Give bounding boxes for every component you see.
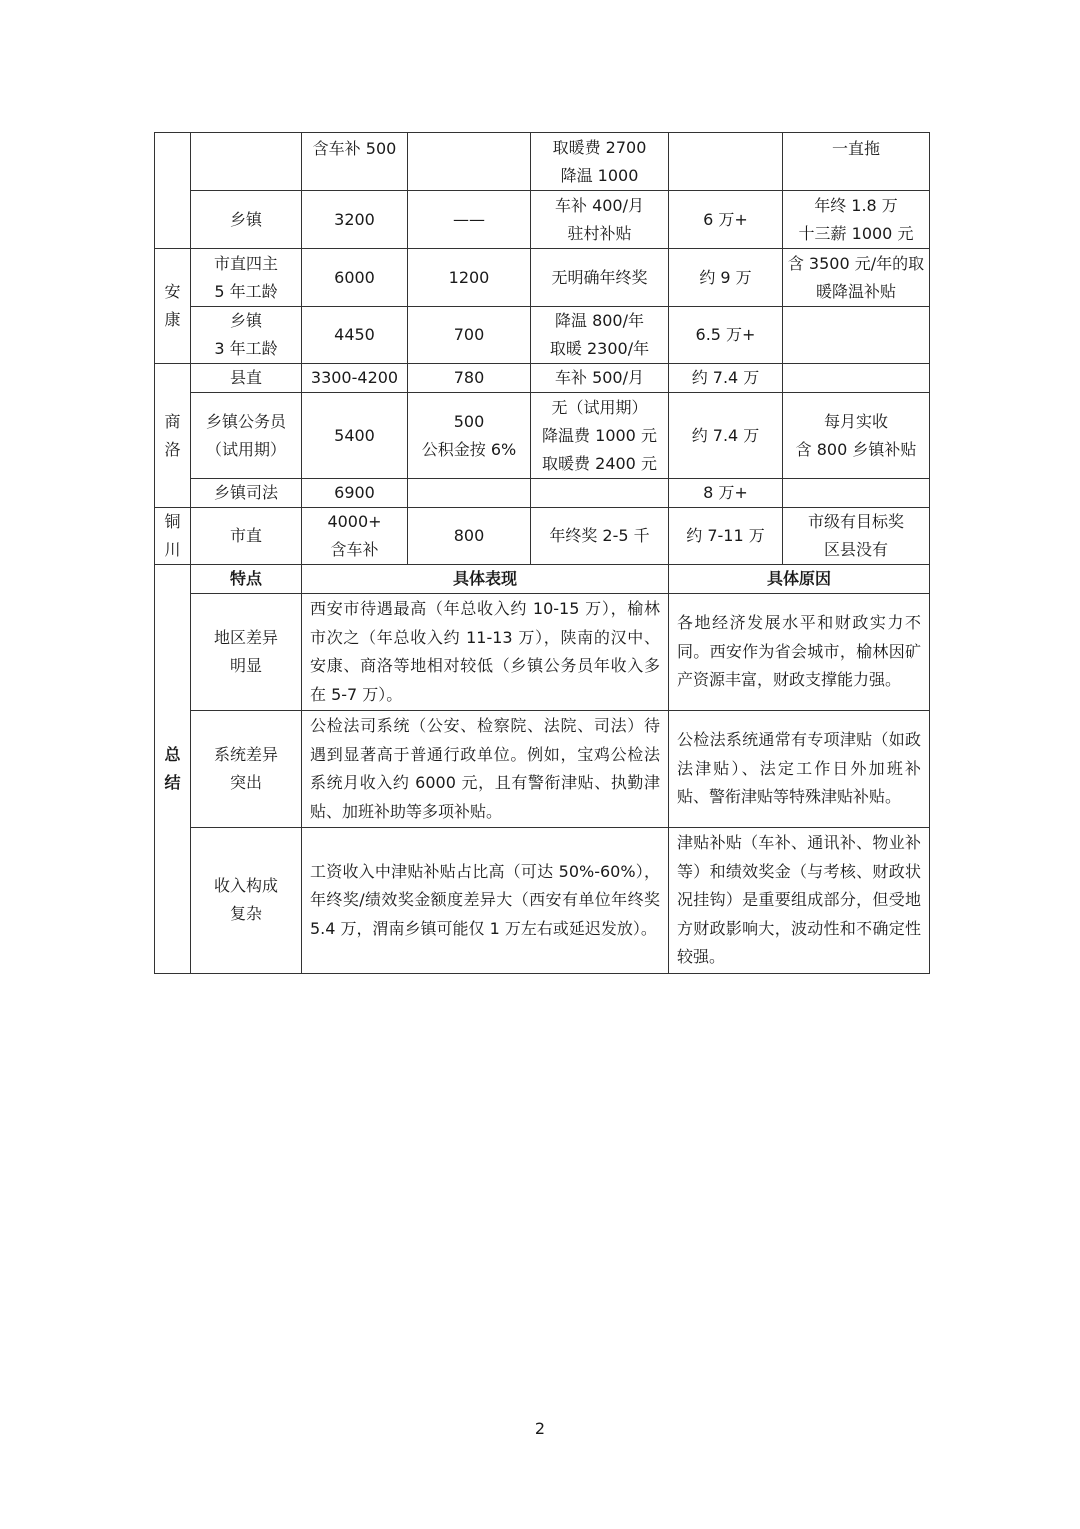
feature-cell: 地区差异 明显: [191, 594, 302, 711]
table-row: [155, 191, 930, 249]
page-number: 2: [534, 1419, 546, 1438]
table-row: [155, 479, 930, 508]
reason-cell: 津贴补贴（车补、通讯补、物业补等）和绩效奖金（与考核、财政状况挂钩）是重要组成部分，但受地方财政影响大，波动性和不确定性较强。: [669, 828, 930, 974]
post-cell: 县直: [191, 364, 302, 393]
salary-cell: 4000+ 含车补: [302, 508, 408, 565]
reason-cell: 公检法系统通常有专项津贴（如政法津贴）、法定工作日外加班补贴、警衔津贴等特殊津贴补贴。: [669, 711, 930, 828]
region-cell-ankang: 安 康: [155, 249, 191, 364]
table-row: [155, 364, 930, 393]
post-cell: 乡镇公务员 （试用期）: [191, 393, 302, 479]
performance-cell: 工资收入中津贴补贴占比高（可达 50%-60%），年终奖/绩效奖金额度差异大（西安有单位年终奖 5.4 万，渭南乡镇可能仅 1 万左右或延迟发放）。: [302, 828, 669, 974]
feature-cell: 系统差异 突出: [191, 711, 302, 828]
note-cell: [783, 307, 930, 364]
allowance-cell: [531, 479, 669, 508]
header-feature: 特点: [191, 565, 302, 594]
annual-cell: 8 万+: [669, 479, 783, 508]
bonus-cell: 500 公积金按 6%: [408, 393, 531, 479]
performance-cell: 公检法司系统（公安、检察院、法院、司法）待遇到显著高于普通行政单位。例如，宝鸡公检法系统月收入约 6000 元，且有警衔津贴、执勤津贴、加班补助等多项补贴。: [302, 711, 669, 828]
feature-cell: 收入构成 复杂: [191, 828, 302, 974]
allowance-cell: 无（试用期） 降温费 1000 元 取暖费 2400 元: [531, 393, 669, 479]
post-cell: 乡镇 3 年工龄: [191, 307, 302, 364]
salary-cell: 4450: [302, 307, 408, 364]
region-cell-shangluo: 商 洛: [155, 364, 191, 508]
annual-cell: 6.5 万+: [669, 307, 783, 364]
bonus-cell: 700: [408, 307, 531, 364]
note-cell: 市级有目标奖 区县没有: [783, 508, 930, 565]
annual-cell: 约 7.4 万: [669, 364, 783, 393]
allowance-cell: 年终奖 2-5 千: [531, 508, 669, 565]
salary-comparison-table: [154, 132, 930, 974]
table-row: [155, 249, 930, 307]
allowance-cell: 取暖费 2700 降温 1000: [531, 133, 669, 191]
table-row: [155, 133, 930, 191]
note-cell: 含 3500 元/年的取 暖降温补贴: [783, 249, 930, 307]
bonus-cell: 780: [408, 364, 531, 393]
region-cell-tongchuan: 铜 川: [155, 508, 191, 565]
header-performance: 具体表现: [302, 565, 669, 594]
bonus-cell: 800: [408, 508, 531, 565]
salary-cell: 3200: [302, 191, 408, 249]
summary-row: [155, 594, 930, 711]
allowance-cell: 降温 800/年 取暖 2300/年: [531, 307, 669, 364]
note-cell: [783, 479, 930, 508]
note-cell: 年终 1.8 万 十三薪 1000 元: [783, 191, 930, 249]
note-cell: 一直拖: [783, 133, 930, 191]
note-cell: 每月实收 含 800 乡镇补贴: [783, 393, 930, 479]
salary-cell: 含车补 500: [302, 133, 408, 191]
salary-cell: 6000: [302, 249, 408, 307]
post-cell: 乡镇: [191, 191, 302, 249]
salary-cell: 6900: [302, 479, 408, 508]
performance-cell: 西安市待遇最高（年总收入约 10-15 万），榆林市次之（年总收入约 11-13 万），陕南的汉中、安康、商洛等地相对较低（乡镇公务员年收入多在 5-7 万）。: [302, 594, 669, 711]
header-reason: 具体原因: [669, 565, 930, 594]
bonus-cell: [408, 133, 531, 191]
bonus-cell: [408, 479, 531, 508]
table-row: [155, 307, 930, 364]
post-cell: 市直四主 5 年工龄: [191, 249, 302, 307]
region-cell-continued: [155, 133, 191, 249]
salary-cell: 3300-4200: [302, 364, 408, 393]
post-cell: [191, 133, 302, 191]
salary-cell: 5400: [302, 393, 408, 479]
post-cell: 市直: [191, 508, 302, 565]
bonus-cell: 1200: [408, 249, 531, 307]
annual-cell: [669, 133, 783, 191]
table-row: [155, 393, 930, 479]
annual-cell: 6 万+: [669, 191, 783, 249]
allowance-cell: 车补 400/月 驻村补贴: [531, 191, 669, 249]
allowance-cell: 车补 500/月: [531, 364, 669, 393]
post-cell: 乡镇司法: [191, 479, 302, 508]
summary-header-row: [155, 565, 930, 594]
summary-label: 总 结: [155, 565, 191, 974]
summary-row: [155, 711, 930, 828]
annual-cell: 约 9 万: [669, 249, 783, 307]
reason-cell: 各地经济发展水平和财政实力不同。西安作为省会城市，榆林因矿产资源丰富，财政支撑能力强。: [669, 594, 930, 711]
bonus-cell: ——: [408, 191, 531, 249]
allowance-cell: 无明确年终奖: [531, 249, 669, 307]
annual-cell: 约 7.4 万: [669, 393, 783, 479]
note-cell: [783, 364, 930, 393]
table-row: [155, 508, 930, 565]
annual-cell: 约 7-11 万: [669, 508, 783, 565]
summary-row: [155, 828, 930, 974]
